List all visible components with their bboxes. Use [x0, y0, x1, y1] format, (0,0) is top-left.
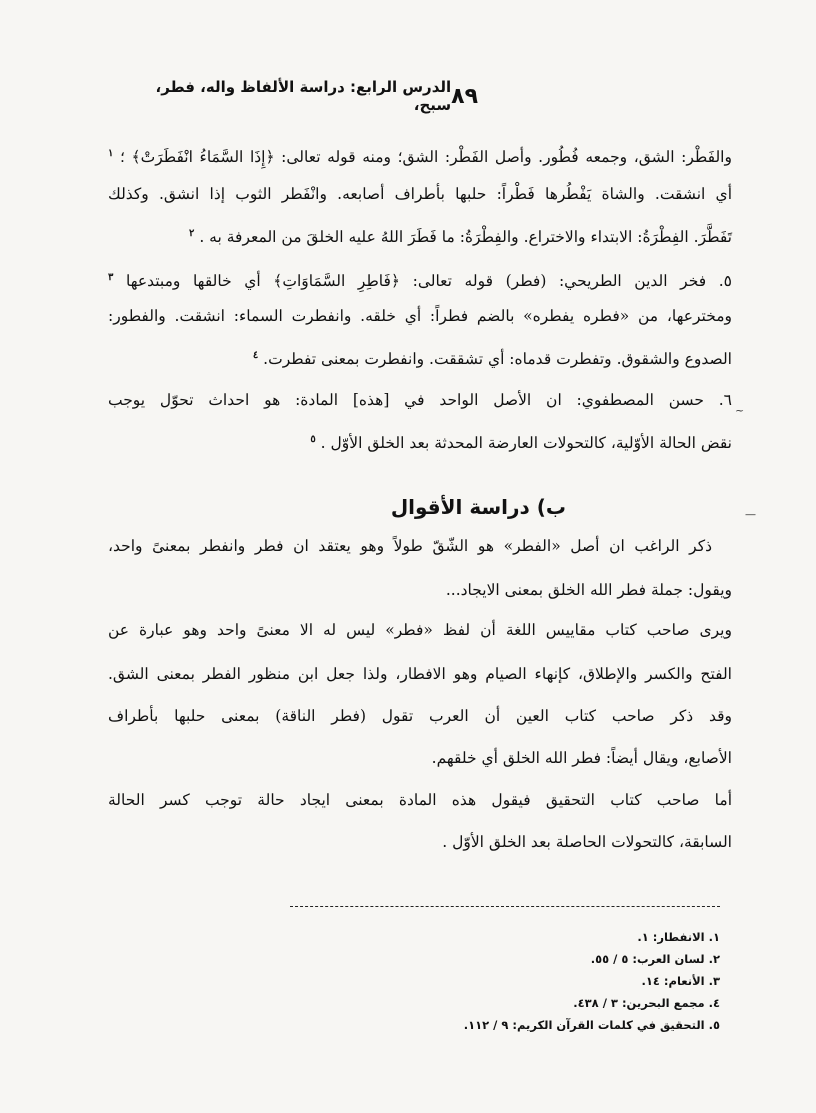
section-heading: ب) دراسة الأقوال	[390, 495, 566, 519]
paragraph-2-line-1: ٥. فخر الدين الطريحي: (فطر) قوله تعالى: ﴿فَاطِرِ السَّمَاوَاتِ﴾ أي خالقها ومبتدعها $^٣$	[108, 272, 732, 291]
section-b-line-6: الأصابع، ويقال أيضاً: فطر الله الخلق أي خلقهم.	[431, 749, 732, 767]
paragraph-3-line-1: ٦. حسن المصطفوي: ان الأصل الواحد في [هذه] المادة: هو احداث تحوّل يوجب	[108, 391, 732, 409]
footnote-3: ٣. الأنعام: ١٤.	[641, 974, 720, 988]
footnote-mark: ٥	[310, 434, 316, 445]
footnote-mark: ٤	[252, 350, 259, 361]
section-b-line-8: السابقة، كالتحولات الحاصلة بعد الخلق الأوّل .	[442, 833, 732, 851]
handwritten-mark: —	[745, 508, 756, 521]
paragraph-1-line-3: تَفَطَّرَ. الفِطْرَةُ: الابتداء والاختراع. والفِطْرَةُ: ما فَطَرَ اللهُ عليه الخلقَ من المعرفة به . $^٢$	[189, 228, 732, 247]
page-header	[118, 78, 478, 114]
section-b-line-2: ويقول: جملة فطر الله الخلق بمعنى الايجاد...	[445, 581, 732, 599]
paragraph-1-line-2: أي انشقت. والشاة يَفْطُرها فَطْراً: حلبها بأطراف أصابعه. وانْفَطر الثوب إذا انشق. وكذلك	[108, 185, 732, 203]
paragraph-3-line-2: نقض الحالة الأوّلية، كالتحولات العارضة المحدثة بعد الخلق الأوّل . $^٥$	[310, 434, 732, 453]
footnote-mark: ٢	[189, 228, 195, 239]
footnotes	[410, 926, 720, 1036]
handwritten-mark: ~	[735, 404, 745, 417]
section-b-line-1: ذكر الراغب ان أصل «الفطر» هو الشّقّ طولاً وهو يعتقد ان فطر وانفطر بمعنىً واحد،	[108, 537, 712, 555]
footnote-separator	[290, 906, 720, 907]
footnote-mark: ٣	[108, 272, 114, 283]
section-b-line-3: ويرى صاحب كتاب مقاييس اللغة أن لفظ «فطر» ليس له الا معنىً واحد وهو عبارة عن	[108, 621, 732, 639]
section-b-line-5: وقد ذكر صاحب كتاب العين أن العرب تقول (فطر الناقة) بمعنى حلبها بأطراف	[108, 707, 732, 725]
paragraph-2-line-2: ومخترعها، من «فطره يفطره» بالضم فطراً: أي خلقه. وانفطرت السماء: انشقت. والفطور:	[108, 307, 732, 325]
footnote-2: ٢. لسان العرب: ٥ / ٥٥.	[590, 952, 720, 966]
page-number: ٨٩	[451, 83, 478, 109]
footnote-4: ٤. مجمع البحرين: ٣ / ٤٣٨.	[573, 996, 720, 1010]
chapter-title: الدرس الرابع: دراسة الألفاظ واله، فطر، سبح،	[155, 78, 452, 114]
paragraph-2-line-3: الصدوع والشقوق. وتفطرت قدماه: أي تشققت. وانفطرت بمعنى تفطرت. $^٤$	[252, 350, 732, 369]
footnote-5: ٥. التحقيق في كلمات القرآن الكريم: ٩ / ١١٢.	[463, 1018, 720, 1032]
footnote-1: ١. الانفطار: ١.	[637, 930, 720, 944]
section-b-line-7: أما صاحب كتاب التحقيق فيقول هذه المادة بمعنى ايجاد حالة توجب كسر الحالة	[108, 791, 732, 809]
footnote-mark: ١	[108, 148, 114, 159]
paragraph-1-line-1: والفَطْر: الشق، وجمعه فُطُور. وأصل الفَطْر: الشق؛ ومنه قوله تعالى: ﴿إِذَا السَّمَاءُ انْفَطَرَتْ﴾ ؛ $^١$	[108, 148, 732, 167]
section-b-line-4: الفتح والكسر والإطلاق، كإنهاء الصيام وهو الافطار، ولذا جعل ابن منظور الفطر بمعنى الشق.	[108, 665, 732, 683]
